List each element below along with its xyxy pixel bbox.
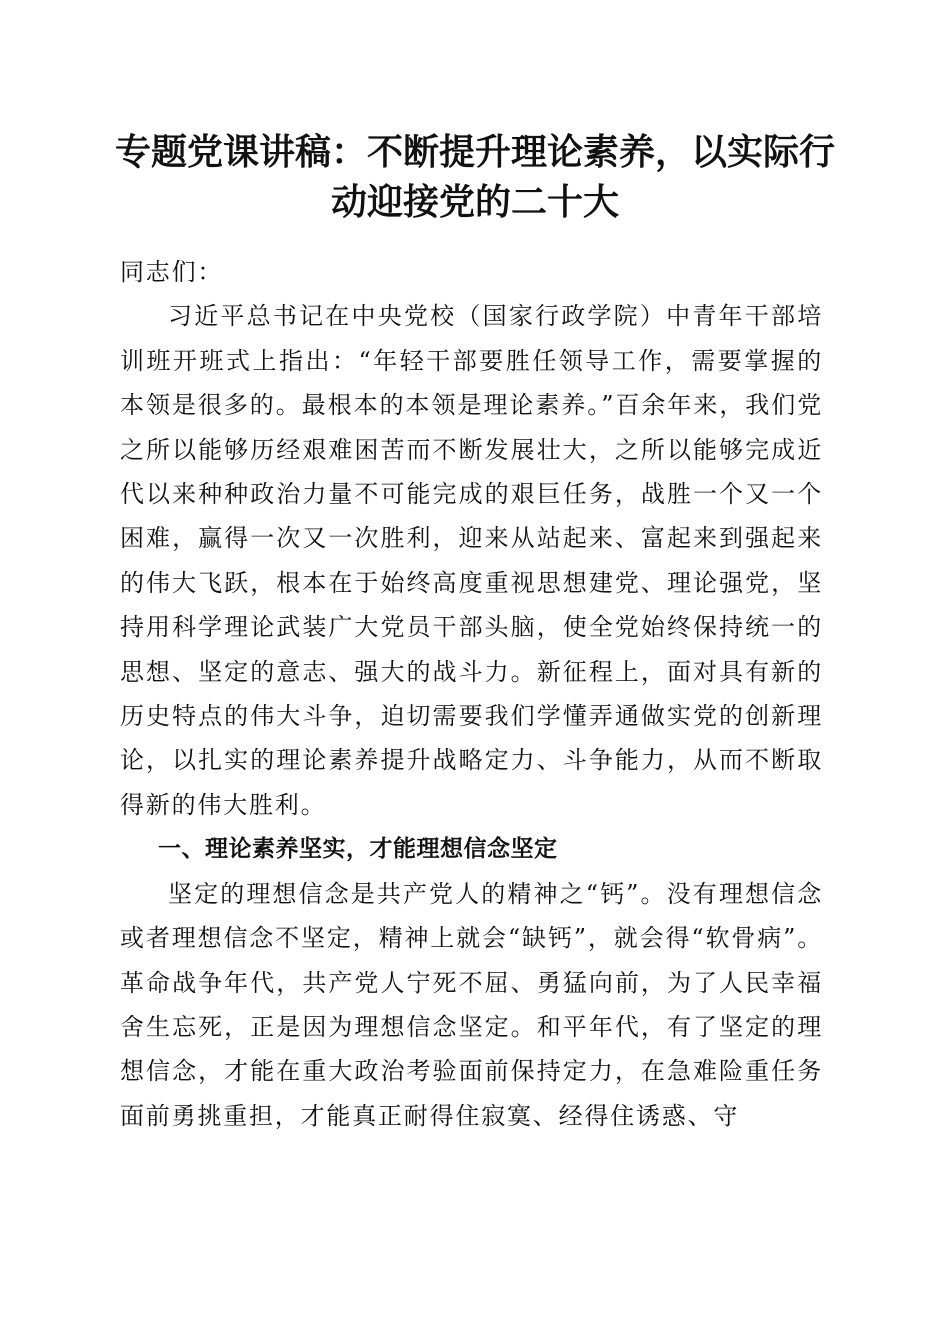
section-heading: 一、理论素养坚实，才能理想信念坚定 [157,836,558,863]
salutation: 同志们： [120,258,224,286]
paragraph-section-1: 坚定的理想信念是共产党人的精神之“钙”。没有理想信念或者理想信念不坚定，精神上就会“缺钙”，就会得“软骨病”。革命战争年代，共产党人宁死不屈、勇猛向前，为了人民幸福舍生忘死，正是因为理想信念坚定。和平年代，有了坚定的理想信念，才能在重大政治考验面前保持定力，在急难险重任务面前勇挑重担，才能真正耐得住寂寞、经得住诱惑、守 [120,879,823,1130]
document-title: 专题党课讲稿：不断提升理论素养，以实际行动迎接党的二十大 [114,132,835,223]
paragraph-intro: 习近平总书记在中央党校（国家行政学院）中青年干部培训班开班式上指出：“年轻干部要胜任领导工作，需要掌握的本领是很多的。最根本的本领是理论素养。”百余年来，我们党之所以能够历经艰难困苦而不断发展壮大，之所以能够完成近代以来种种政治力量不可能完成的艰巨任务，战胜一个又一个困难，赢得一次又一次胜利，迎来从站起来、富起来到强起来的伟大飞跃，根本在于始终高度重视思想建党、理论强党，坚持用科学理论武装广大党员干部头脑，使全党始终保持统一的思想、坚定的意志、强大的战斗力。新征程上，面对具有新的历史特点的伟大斗争，迫切需要我们学懂弄通做实党的创新理论，以扎实的理论素养提升战略定力、斗争能力，从而不断取得新的伟大胜利。 [120,302,823,819]
document-body [120,250,823,1138]
